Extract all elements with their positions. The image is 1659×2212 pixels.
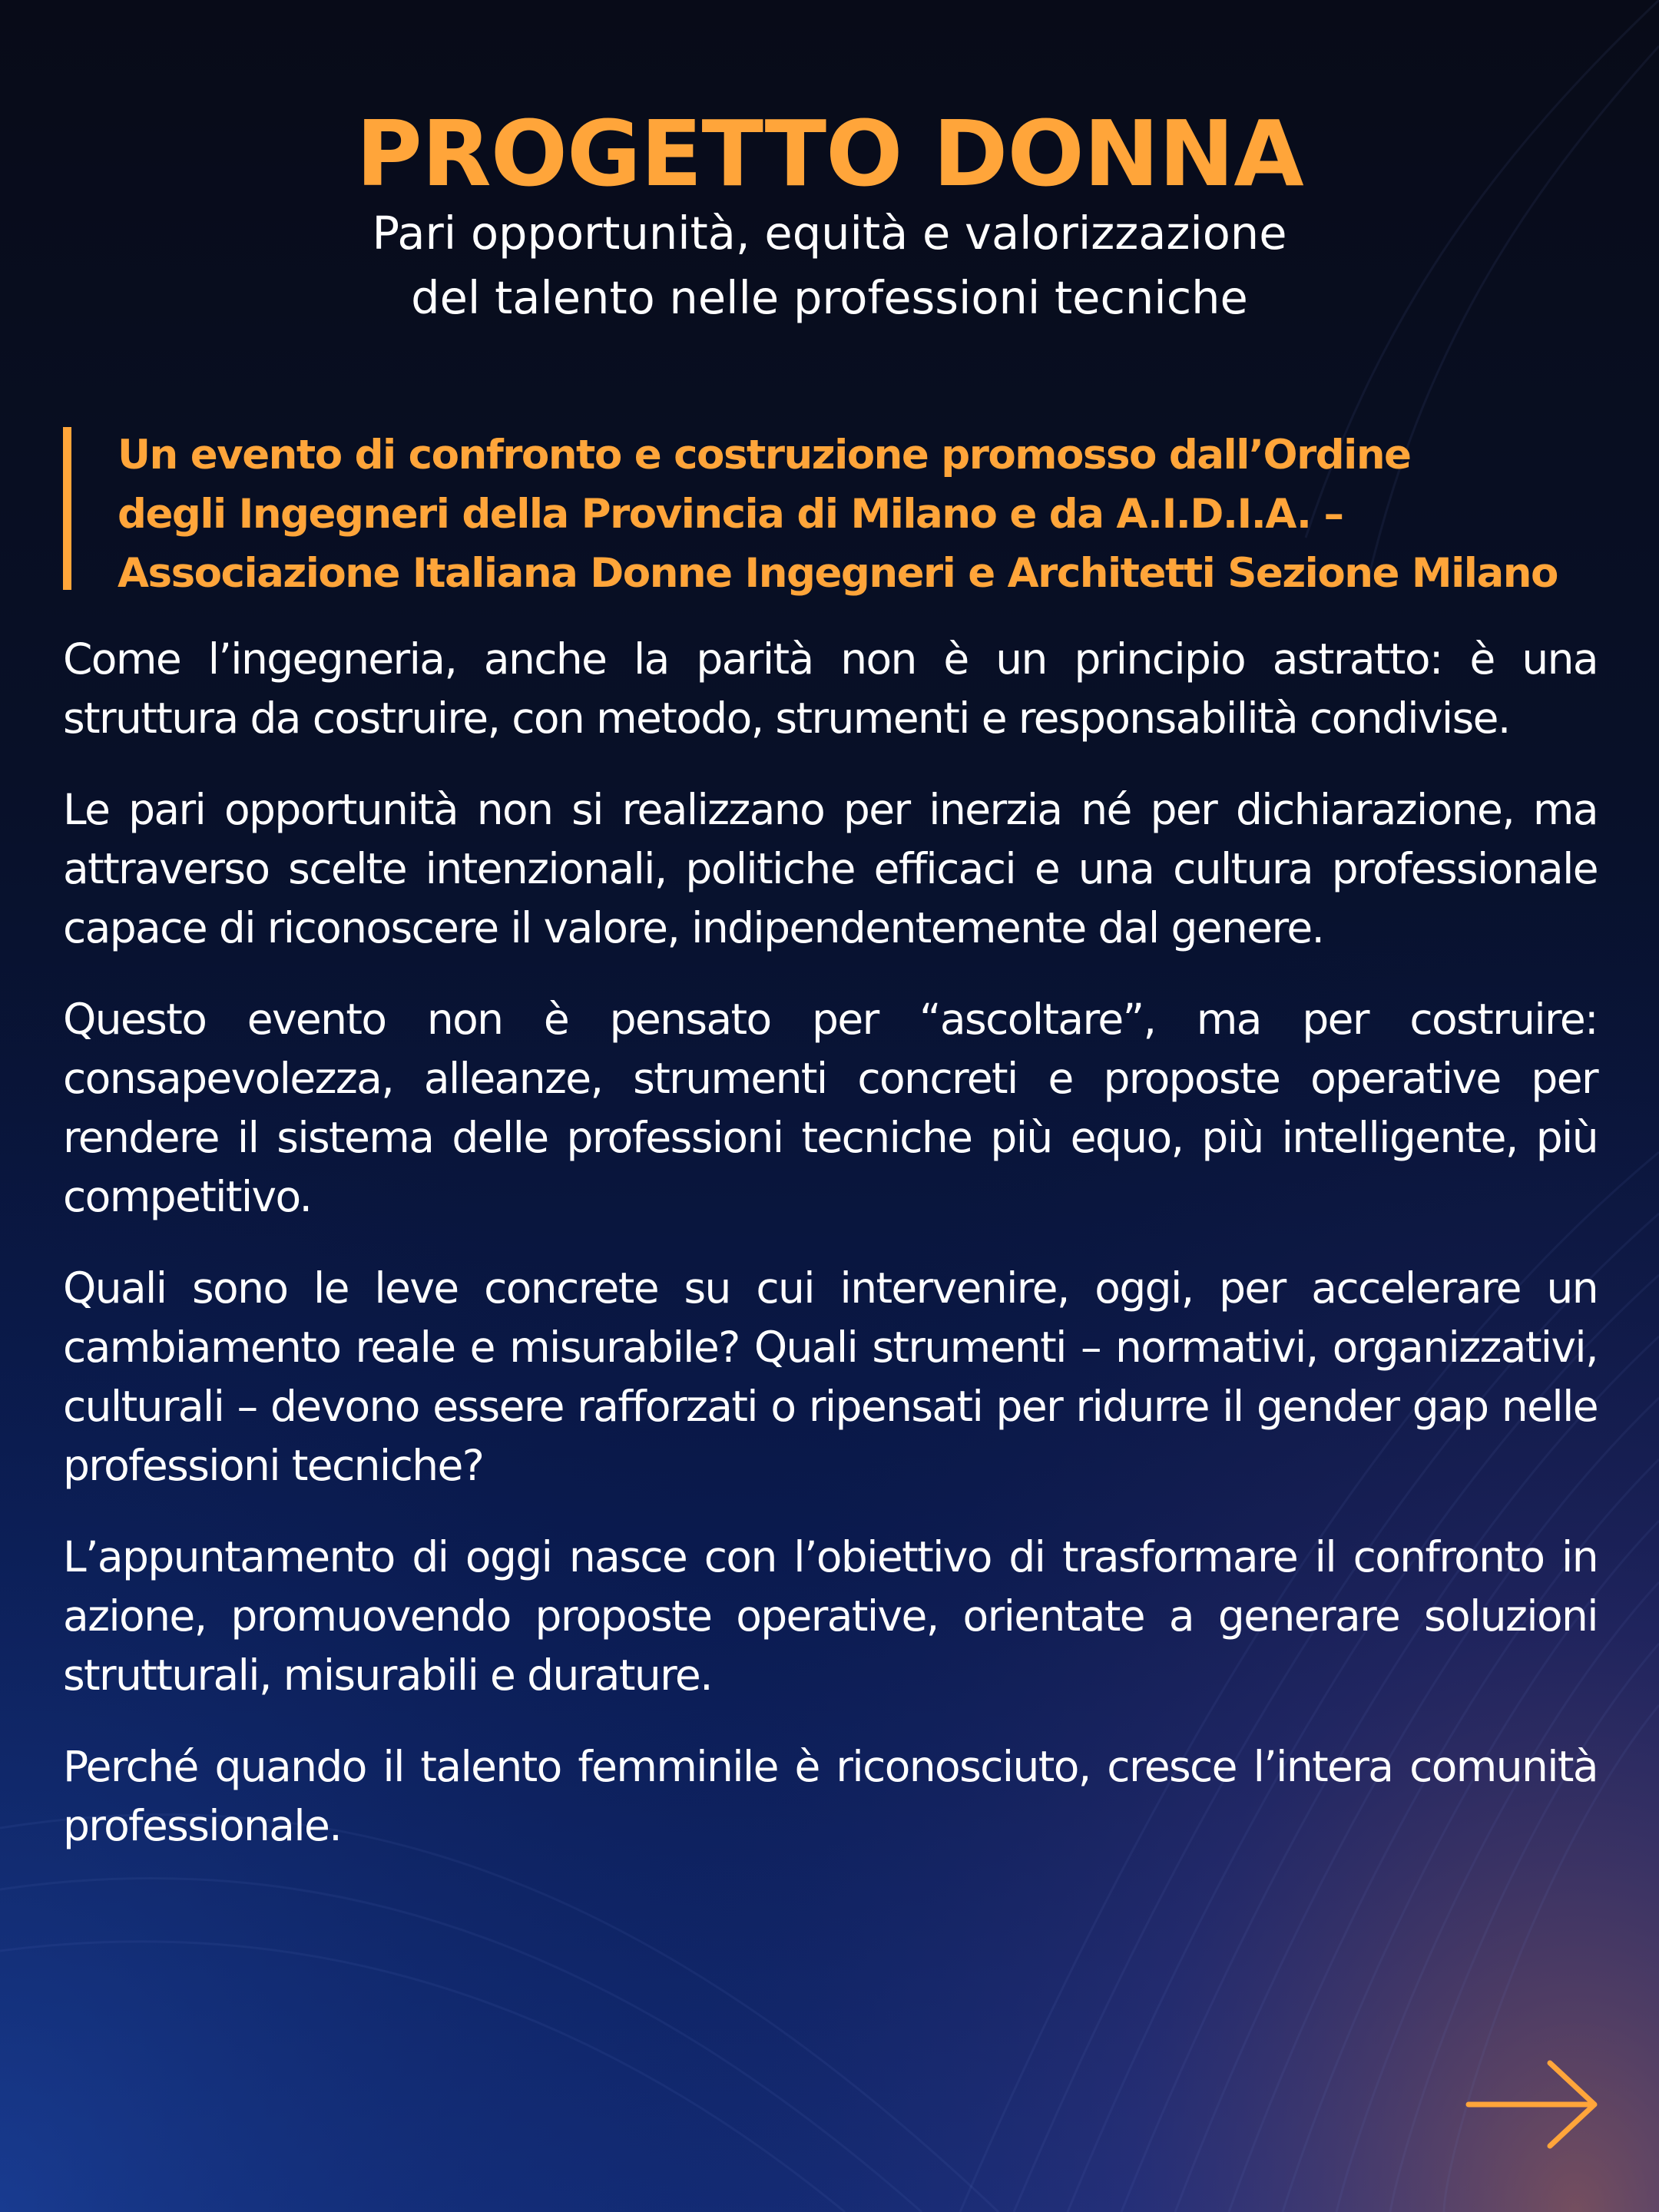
body-paragraph: Quali sono le leve concrete su cui intervenire, oggi, per accelerare un cambiamento reale e misurabile? Quali strumenti – normativi, organizzativi, culturali – devono essere rafforzati o ripensati per ridurre il gender gap nelle professioni tecniche? — [63, 1263, 1598, 1490]
body-paragraph: Come l’ingegneria, anche la parità non è un principio astratto: è una struttura da costruire, con metodo, strumenti e responsabilità condivise. — [63, 634, 1598, 743]
page-subtitle — [253, 201, 1406, 330]
intro-line: Un evento di confronto e costruzione promosso dall’Ordine — [118, 432, 1411, 478]
intro-line: degli Ingegneri della Provincia di Milano e da A.I.D.I.A. – — [118, 491, 1343, 538]
page-title: PROGETTO DONNA — [356, 101, 1303, 207]
next-button[interactable] — [1465, 2058, 1601, 2151]
body-paragraph: Questo evento non è pensato per “ascoltare”, ma per costruire: consapevolezza, alleanze, strumenti concreti e proposte operative per rendere il sistema delle professioni tecniche più equo, più intelligente, più competitivo. — [63, 995, 1598, 1221]
body-paragraph: L’appuntamento di oggi nasce con l’obiettivo di trasformare il confronto in azione, promuovendo proposte operative, orientate a generare soluzioni strutturali, misurabili e durature. — [63, 1532, 1598, 1700]
body-paragraph: Le pari opportunità non si realizzano per inerzia né per dichiarazione, ma attraverso scelte intenzionali, politiche efficaci e una cultura professionale capace di riconoscere il valore, indipendentemente dal genere. — [63, 785, 1598, 952]
body-text — [63, 630, 1598, 1888]
arrow-right-icon — [1465, 2058, 1601, 2151]
subtitle-line: del talento nelle professioni tecniche — [411, 271, 1248, 324]
intro-quote — [63, 427, 1599, 597]
body-paragraph: Perché quando il talento femminile è riconosciuto, cresce l’intera comunità professionale. — [63, 1742, 1598, 1850]
intro-quote-text — [118, 426, 1646, 603]
intro-line: Associazione Italiana Donne Ingegneri e Architetti Sezione Milano — [118, 550, 1558, 597]
subtitle-line: Pari opportunità, equità e valorizzazione — [372, 207, 1287, 260]
